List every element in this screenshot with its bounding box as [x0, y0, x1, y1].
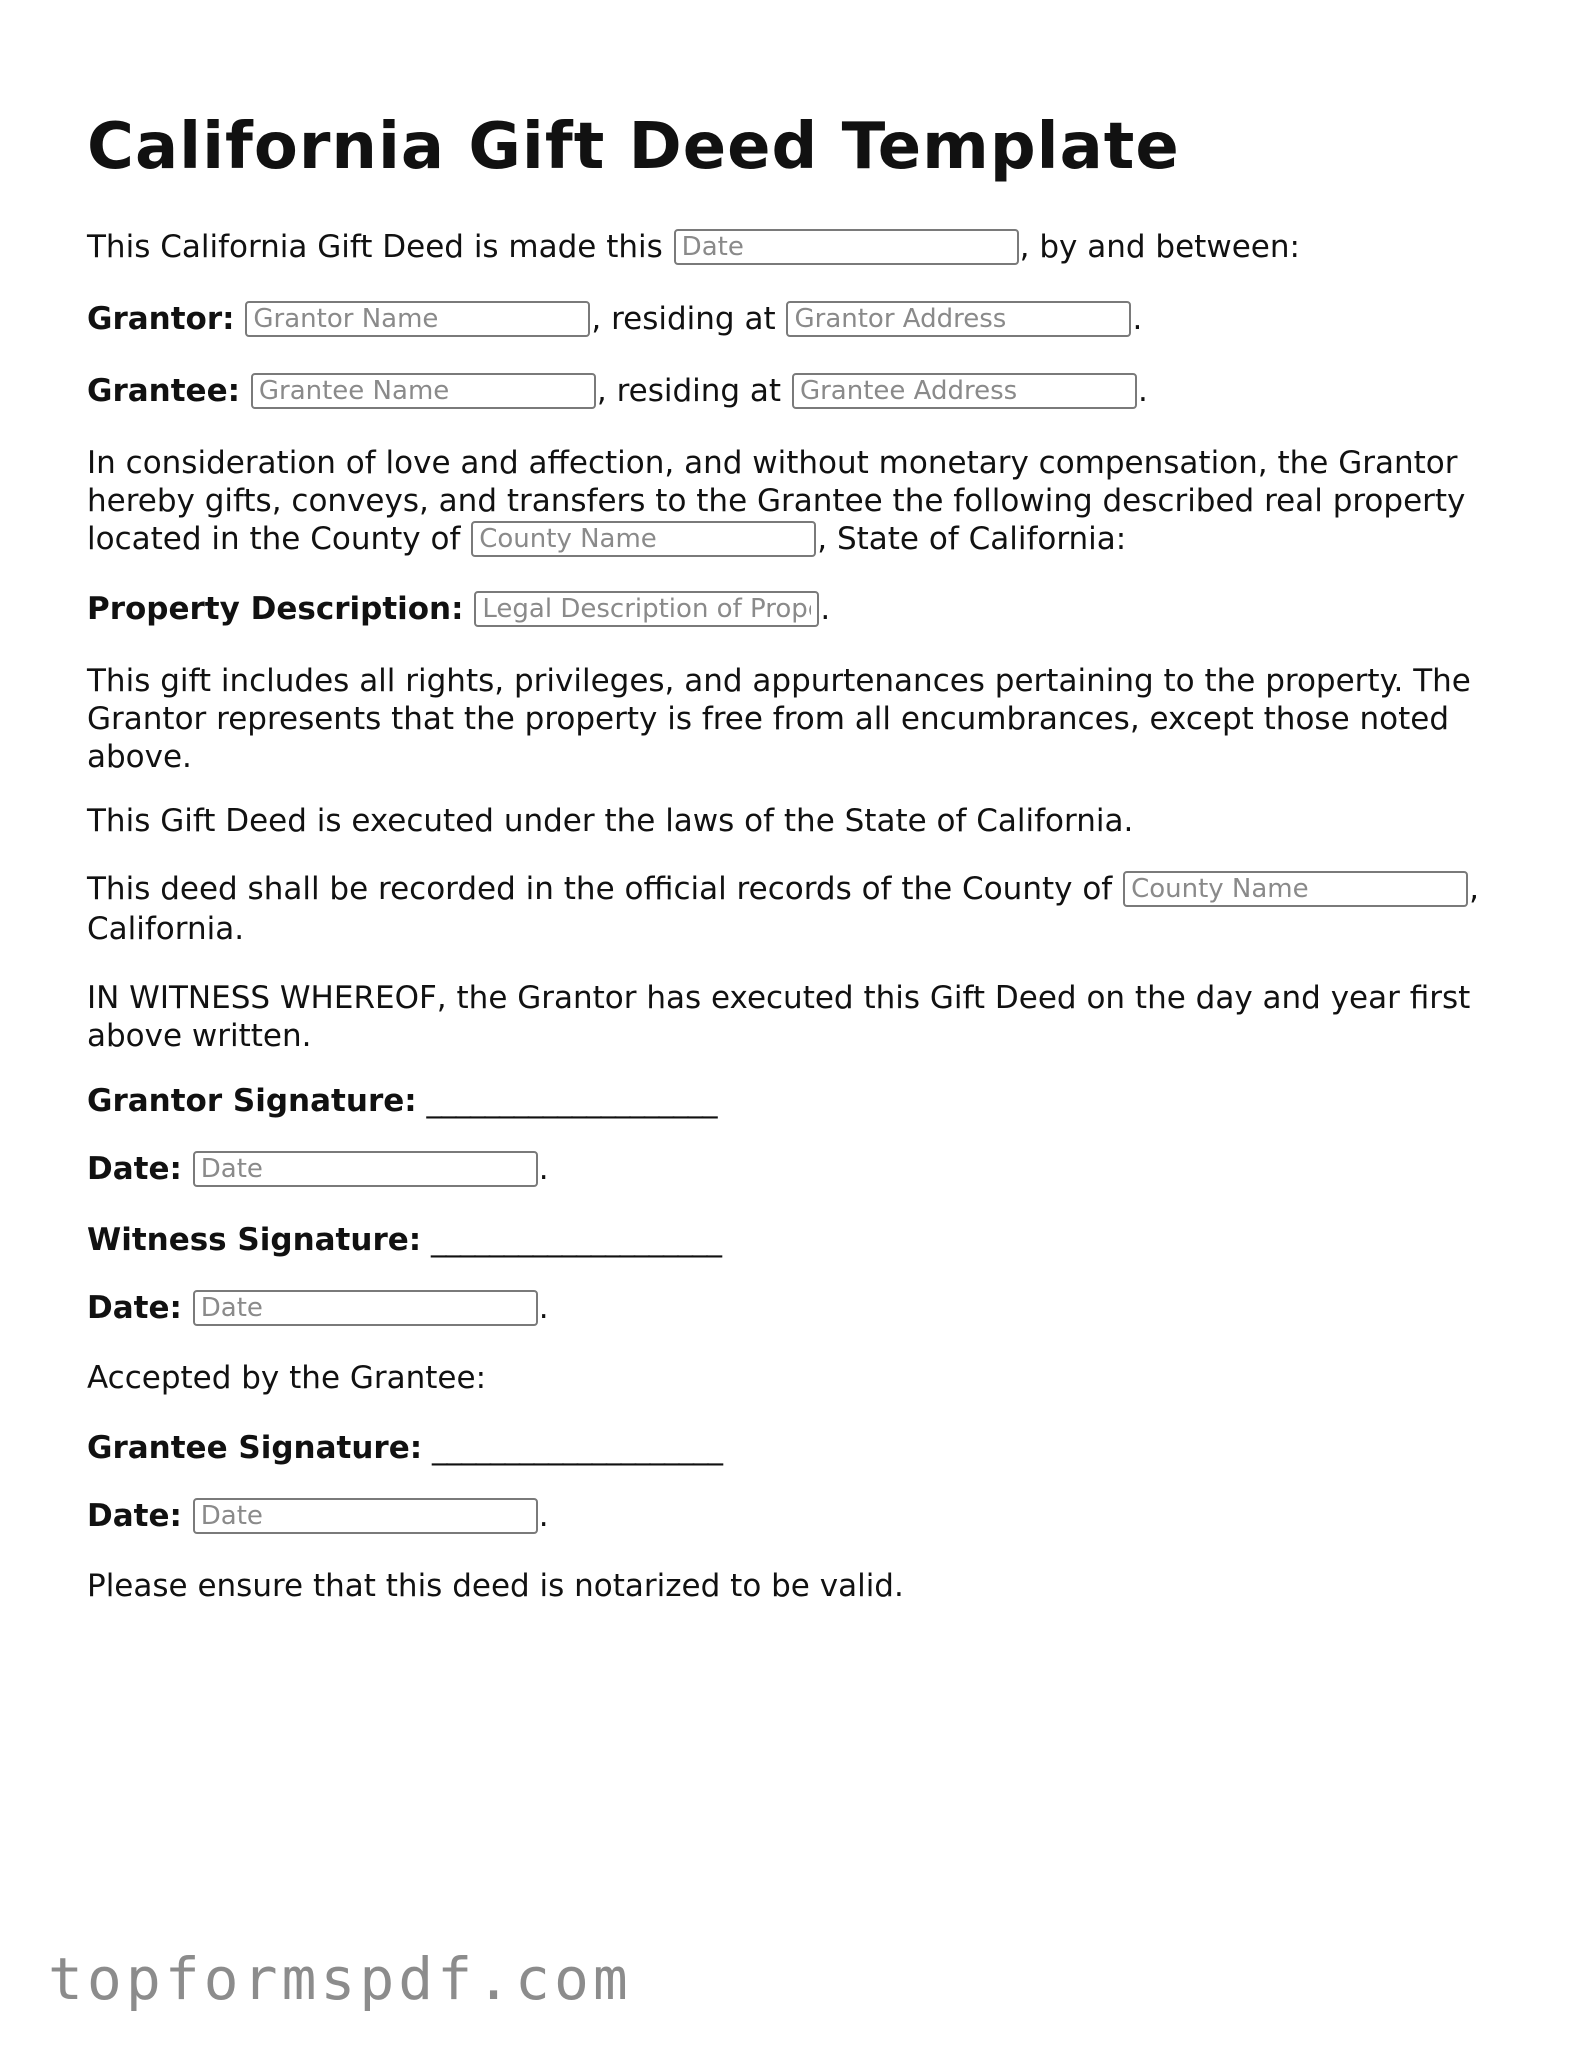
grantee-end: . [1137, 373, 1148, 409]
grantor-label: Grantor: [87, 301, 235, 337]
consideration-suffix: , State of California: [817, 521, 1127, 557]
recorded-state: California. [87, 911, 245, 947]
page-title: California Gift Deed Template [87, 110, 1180, 184]
grantee-signature-line [87, 1429, 722, 1467]
intro-suffix: , by and between: [1019, 229, 1300, 265]
witness-signature-blank: ____________________ [431, 1222, 722, 1258]
grantee-date-end: . [538, 1498, 549, 1534]
consideration-text: In consideration of love and affection, and without monetary compensation, the Grantor hereby gifts, conveys, and transfers to the Grantee the following described real property located in the County of [87, 445, 1466, 557]
recorded-text: This deed shall be recorded in the official records of the County of [87, 871, 1113, 907]
witness-date-line [87, 1289, 549, 1328]
grantee-name-input[interactable] [251, 373, 596, 409]
grantee-signature-label: Grantee Signature: [87, 1430, 423, 1466]
grantee-line [87, 372, 1148, 411]
grantor-date-label: Date: [87, 1151, 182, 1187]
intro-text: This California Gift Deed is made this [87, 229, 663, 265]
grantee-signature-blank: ____________________ [431, 1430, 722, 1466]
grantor-residing-text: , residing at [591, 301, 776, 337]
property-county-input[interactable] [471, 521, 816, 557]
grantee-label: Grantee: [87, 373, 240, 409]
grantor-signature-blank: ____________________ [426, 1083, 717, 1119]
grantor-end: . [1132, 301, 1143, 337]
deed-date-input[interactable] [674, 229, 1019, 265]
grantor-date-input[interactable] [193, 1151, 538, 1187]
grantee-residing-text: , residing at [596, 373, 782, 409]
property-description-input[interactable] [474, 591, 819, 627]
witness-signature-label: Witness Signature: [87, 1222, 422, 1258]
grantor-date-end: . [538, 1151, 549, 1187]
grantor-signature-label: Grantor Signature: [87, 1083, 417, 1119]
witness-signature-line [87, 1221, 721, 1259]
grantee-date-label: Date: [87, 1498, 182, 1534]
witness-date-input[interactable] [193, 1290, 538, 1326]
notary-text: Please ensure that this deed is notarized to be valid. [87, 1568, 904, 1604]
grantee-address-input[interactable] [792, 373, 1137, 409]
grantee-date-input[interactable] [193, 1498, 538, 1534]
grantee-date-line [87, 1497, 549, 1536]
property-end: . [820, 591, 831, 627]
property-description-label: Property Description: [87, 591, 464, 627]
witness-paragraph: IN WITNESS WHEREOF, the Grantor has executed this Gift Deed on the day and year first above written. [87, 980, 1471, 1054]
recorded-line [87, 870, 1479, 909]
grantor-line [87, 300, 1142, 339]
grantor-address-input[interactable] [786, 301, 1131, 337]
intro-line [87, 228, 1300, 267]
recorded-suffix: , [1469, 871, 1479, 907]
witness-date-end: . [538, 1290, 549, 1326]
property-description-line [87, 590, 830, 629]
recording-county-input[interactable] [1123, 871, 1468, 907]
grantor-name-input[interactable] [245, 301, 590, 337]
witness-date-label: Date: [87, 1290, 182, 1326]
rights-paragraph: This gift includes all rights, privileges, and appurtenances pertaining to the property. The Grantor represents that the property is free from all encumbrances, except those noted above. [87, 663, 1471, 775]
grantor-signature-line [87, 1082, 717, 1120]
laws-paragraph: This Gift Deed is executed under the laws of the State of California. [87, 803, 1134, 839]
consideration-paragraph [87, 444, 1507, 559]
accepted-text: Accepted by the Grantee: [87, 1360, 487, 1396]
grantor-date-line [87, 1150, 549, 1189]
watermark: topformspdf.com [48, 1945, 632, 2013]
